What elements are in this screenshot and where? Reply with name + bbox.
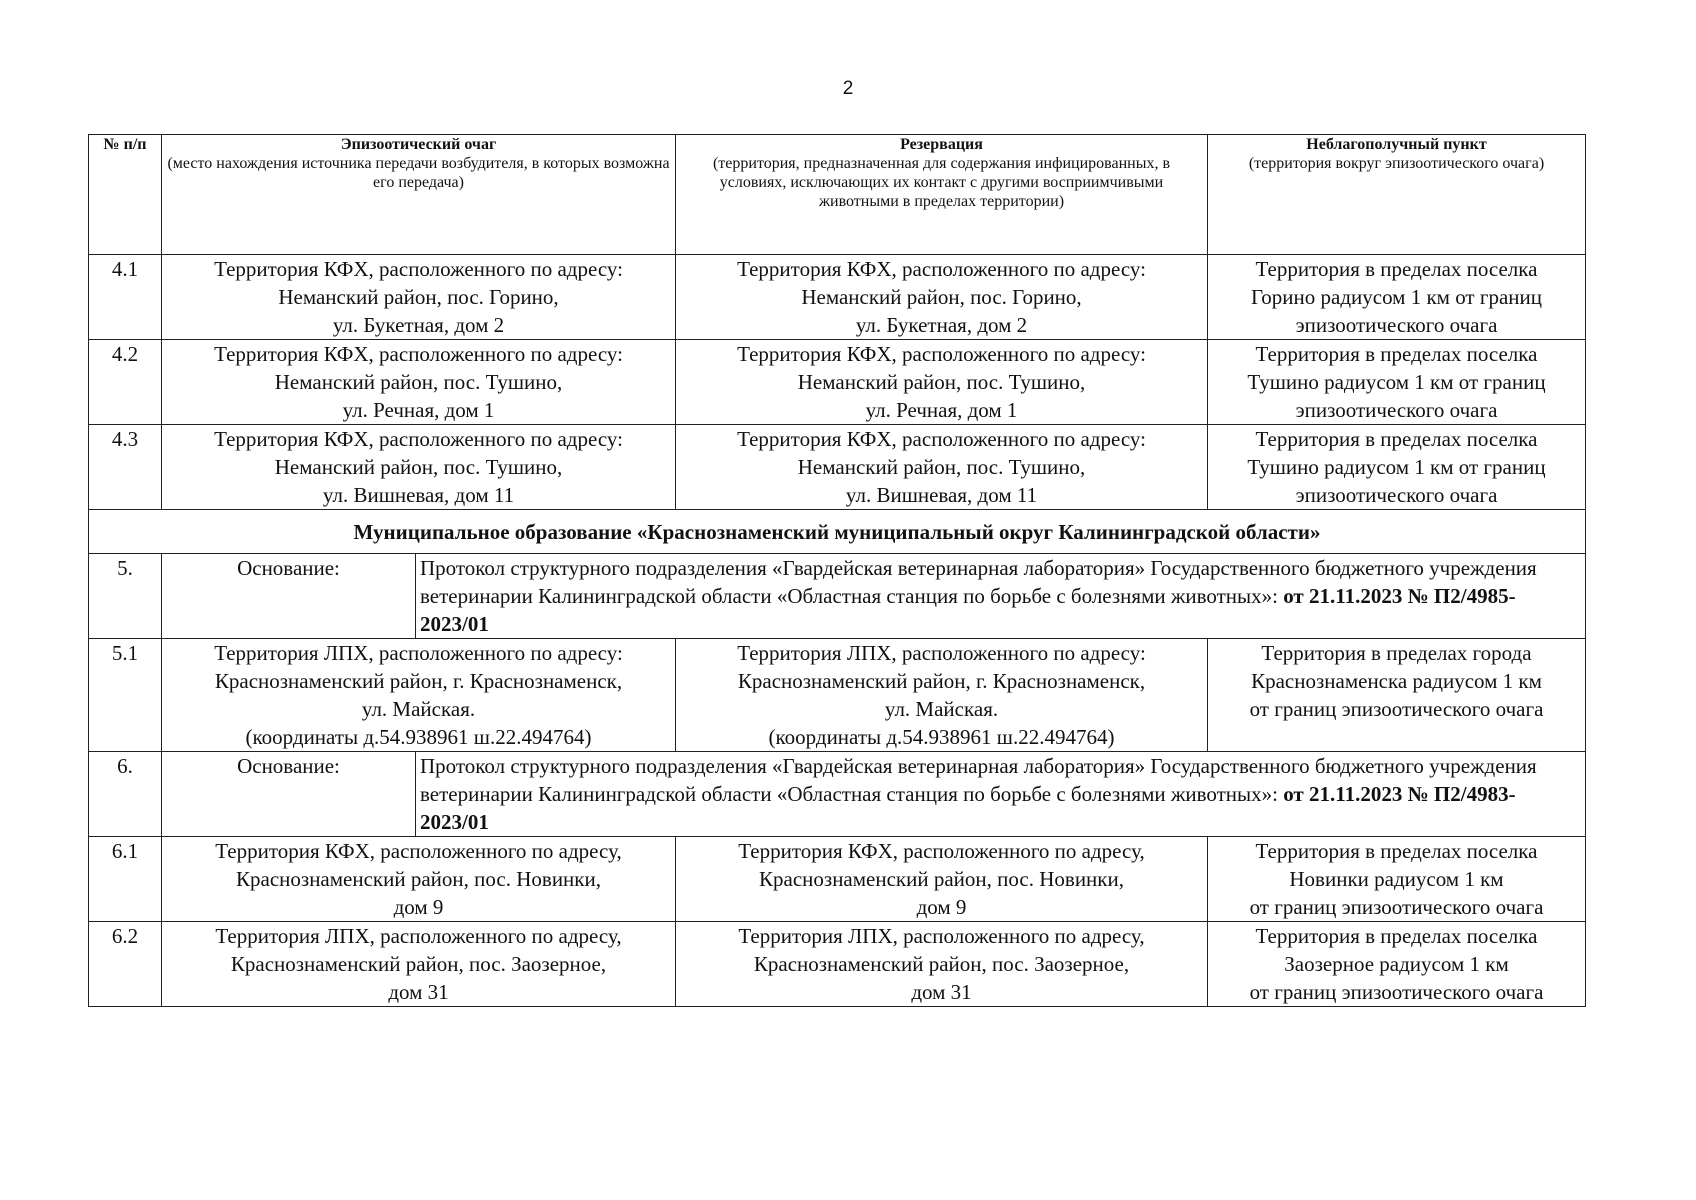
page-number: 2 — [842, 78, 854, 99]
focus-cell: Территория КФХ, расположенного по адресу, Краснознаменский район, пос. Новинки, дом 9 — [162, 837, 676, 922]
header-focus-title: Эпизоотический очаг — [340, 136, 497, 153]
table-row — [89, 340, 1586, 425]
row-number: 4.2 — [89, 340, 162, 425]
table-row — [89, 922, 1586, 1007]
reservation-cell: Территория ЛПХ, расположенного по адресу: Краснознаменский район, г. Краснознаменск, ул. Майская. (координаты д.54.938961 ш.22.494764) — [676, 639, 1208, 752]
header-unfavorable-title: Неблагополучный пункт — [1306, 136, 1487, 153]
basis-protocol-ref: от 21.11.2023 № П2/4985-2023/01 — [420, 584, 1516, 636]
focus-cell: Территория КФХ, расположенного по адресу: Неманский район, пос. Тушино, ул. Вишневая, дом 11 — [162, 425, 676, 510]
row-number: 6. — [89, 752, 162, 837]
section-title: Муниципальное образование «Краснознаменский муниципальный округ Калининградской области» — [89, 510, 1586, 554]
header-reservation-title: Резервация — [900, 136, 983, 153]
basis-protocol-ref: от 21.11.2023 № П2/4983-2023/01 — [420, 782, 1516, 834]
row-number: 6.2 — [89, 922, 162, 1007]
basis-label: Основание: — [162, 752, 416, 837]
basis-text — [416, 752, 1586, 837]
focus-cell: Территория ЛПХ, расположенного по адресу, Краснознаменский район, пос. Заозерное, дом 31 — [162, 922, 676, 1007]
reservation-cell: Территория КФХ, расположенного по адресу, Краснознаменский район, пос. Новинки, дом 9 — [676, 837, 1208, 922]
reservation-cell: Территория КФХ, расположенного по адресу: Неманский район, пос. Тушино, ул. Речная, дом 1 — [676, 340, 1208, 425]
reservation-cell: Территория КФХ, расположенного по адресу: Неманский район, пос. Тушино, ул. Вишневая, дом 11 — [676, 425, 1208, 510]
section-row — [89, 510, 1586, 554]
row-number: 4.3 — [89, 425, 162, 510]
table-row — [89, 837, 1586, 922]
territory-table — [88, 134, 1586, 1007]
unfavorable-cell: Территория в пределах города Краснознаменска радиусом 1 км от границ эпизоотического очага — [1208, 639, 1586, 752]
unfavorable-cell: Территория в пределах поселка Горино радиусом 1 км от границ эпизоотического очага — [1208, 255, 1586, 340]
row-number: 5.1 — [89, 639, 162, 752]
header-unfavorable — [1208, 135, 1586, 255]
row-number: 6.1 — [89, 837, 162, 922]
basis-row — [89, 752, 1586, 837]
table-row — [89, 255, 1586, 340]
row-number: 4.1 — [89, 255, 162, 340]
header-focus — [162, 135, 676, 255]
header-num: № п/п — [89, 135, 162, 255]
table-row — [89, 425, 1586, 510]
basis-label: Основание: — [162, 554, 416, 639]
basis-text — [416, 554, 1586, 639]
reservation-cell: Территория КФХ, расположенного по адресу: Неманский район, пос. Горино, ул. Букетная, дом 2 — [676, 255, 1208, 340]
header-unfavorable-subtitle: (территория вокруг эпизоотического очага) — [1248, 155, 1545, 172]
basis-protocol-text: Протокол структурного подразделения «Гвардейская ветеринарная лаборатория» Государственного бюджетного учреждения ветеринарии Калининградской области «Областная станция по борьбе с болезнями животных»: — [420, 754, 1537, 806]
row-number: 5. — [89, 554, 162, 639]
focus-cell: Территория ЛПХ, расположенного по адресу: Краснознаменский район, г. Краснознаменск, ул. Майская. (координаты д.54.938961 ш.22.494764) — [162, 639, 676, 752]
table-row — [89, 639, 1586, 752]
unfavorable-cell: Территория в пределах поселка Тушино радиусом 1 км от границ эпизоотического очага — [1208, 340, 1586, 425]
header-reservation — [676, 135, 1208, 255]
basis-row — [89, 554, 1586, 639]
header-reservation-subtitle: (территория, предназначенная для содержания инфицированных, в условиях, исключающих их контакт с другими восприимчивыми животными в пределах территории) — [712, 155, 1171, 210]
focus-cell: Территория КФХ, расположенного по адресу: Неманский район, пос. Тушино, ул. Речная, дом 1 — [162, 340, 676, 425]
table-header-row — [89, 135, 1586, 255]
reservation-cell: Территория ЛПХ, расположенного по адресу, Краснознаменский район, пос. Заозерное, дом 31 — [676, 922, 1208, 1007]
unfavorable-cell: Территория в пределах поселка Заозерное радиусом 1 км от границ эпизоотического очага — [1208, 922, 1586, 1007]
unfavorable-cell: Территория в пределах поселка Новинки радиусом 1 км от границ эпизоотического очага — [1208, 837, 1586, 922]
unfavorable-cell: Территория в пределах поселка Тушино радиусом 1 км от границ эпизоотического очага — [1208, 425, 1586, 510]
header-focus-subtitle: (место нахождения источника передачи возбудителя, в которых возможна его передача) — [167, 155, 670, 191]
focus-cell: Территория КФХ, расположенного по адресу: Неманский район, пос. Горино, ул. Букетная, дом 2 — [162, 255, 676, 340]
basis-protocol-text: Протокол структурного подразделения «Гвардейская ветеринарная лаборатория» Государственного бюджетного учреждения ветеринарии Калининградской области «Областная станция по борьбе с болезнями животных»: — [420, 556, 1537, 608]
